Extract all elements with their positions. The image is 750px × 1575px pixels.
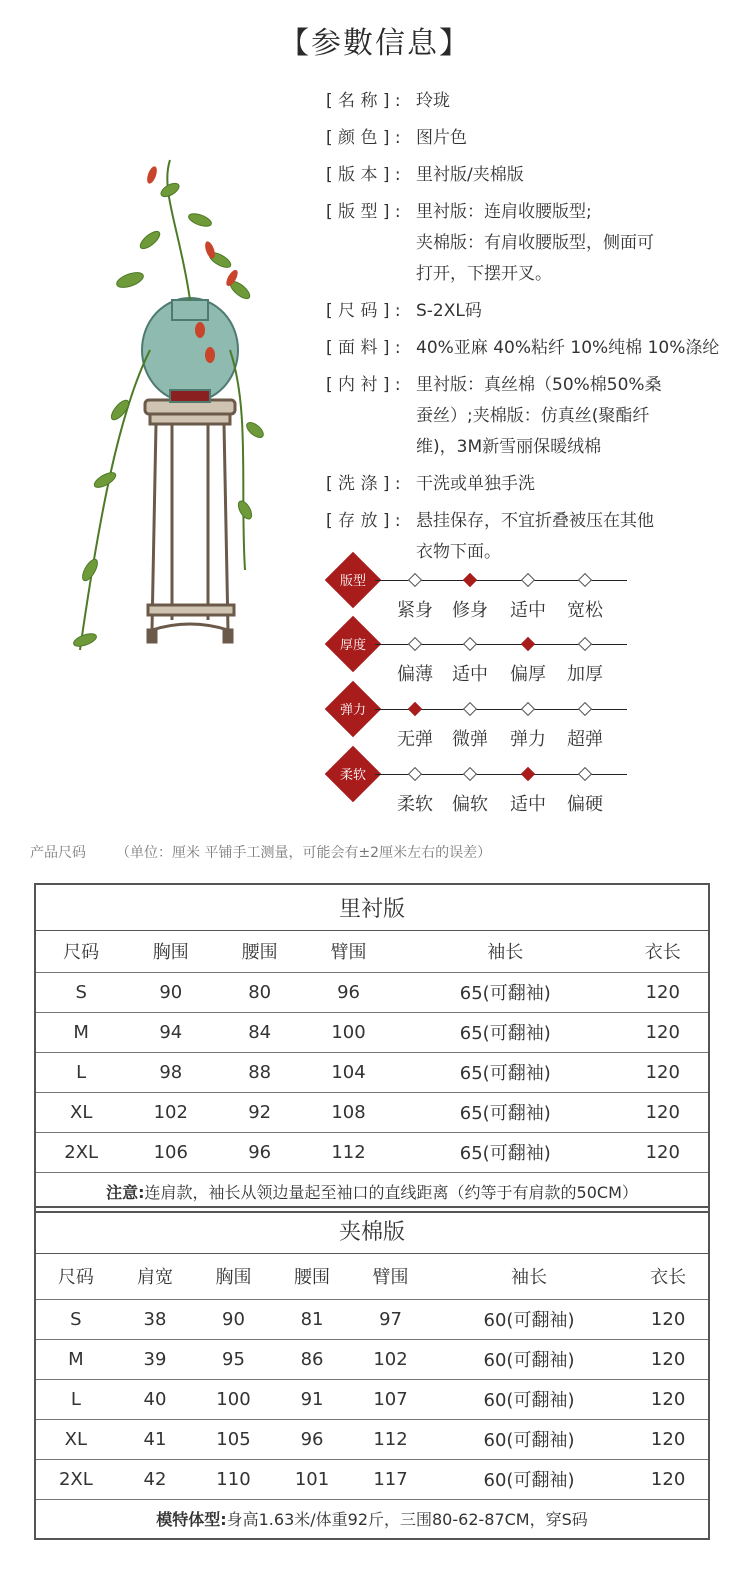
table-cell: 39: [116, 1339, 195, 1379]
table-cell: 98: [126, 1052, 215, 1092]
table-cell: 120: [628, 1299, 709, 1339]
table-header-row: [35, 1253, 709, 1299]
table-row: [35, 1419, 709, 1459]
param-value-line: 衣物下面。: [416, 542, 501, 562]
table-header-cell: 腰围: [215, 930, 304, 972]
param-key: [ 面 料 ] :: [326, 338, 401, 358]
param-value-line: 夹棉版：有肩收腰版型，侧面可: [416, 233, 654, 253]
table-cell: 112: [304, 1132, 393, 1172]
table-cell: 2XL: [35, 1459, 116, 1499]
param-value-line: 图片色: [416, 128, 467, 148]
scale-dot: [463, 637, 477, 651]
param-row: [326, 86, 746, 117]
table-cell: 105: [194, 1419, 273, 1459]
param-value-line: S-2XL码: [416, 301, 482, 321]
param-value: [416, 197, 746, 290]
table-row: [35, 1379, 709, 1419]
table-cell: 120: [628, 1459, 709, 1499]
size-table-padded: [34, 1206, 710, 1540]
table-cell: 106: [126, 1132, 215, 1172]
wooden-stand: [145, 400, 235, 642]
param-value-line: 悬挂保存，不宜折叠被压在其他: [416, 511, 654, 531]
scale-label: 版型: [339, 574, 366, 589]
table-cell: L: [35, 1052, 126, 1092]
scale-option: 适中: [510, 794, 546, 815]
scale-dot: [463, 767, 477, 781]
scale-dot: [578, 637, 592, 651]
table-cell: 120: [618, 972, 709, 1012]
scale-label: 柔软: [339, 768, 366, 783]
param-value: [416, 370, 746, 463]
param-key: [ 内 衬 ] :: [326, 375, 401, 395]
table-row: [35, 1052, 709, 1092]
table-header-cell: 肩宽: [116, 1253, 195, 1299]
table-row: [35, 1132, 709, 1172]
table-cell: M: [35, 1012, 126, 1052]
table-cell: 81: [273, 1299, 352, 1339]
table-cell: S: [35, 1299, 116, 1339]
param-value: [416, 296, 746, 327]
page-title: 【参數信息】: [279, 26, 471, 61]
table-cell: 120: [618, 1132, 709, 1172]
table-cell: 97: [351, 1299, 430, 1339]
vase: [142, 298, 238, 402]
scale-option: 修身: [452, 600, 488, 621]
table-cell: 104: [304, 1052, 393, 1092]
table-cell: 80: [215, 972, 304, 1012]
scale-dot-selected: [463, 573, 477, 587]
size-note: [30, 842, 491, 862]
table-cell: 92: [215, 1092, 304, 1132]
table-cell: 38: [116, 1299, 195, 1339]
scale-option: 微弹: [452, 729, 488, 750]
param-row: [326, 506, 746, 568]
table-cell: 96: [273, 1419, 352, 1459]
scale-4: [325, 760, 635, 815]
scale-dot: [408, 637, 422, 651]
param-key: [ 尺 码 ] :: [326, 301, 401, 321]
table-cell: 42: [116, 1459, 195, 1499]
param-key: [ 版 本 ] :: [326, 165, 401, 185]
scale-1: [325, 566, 635, 621]
table-footer-label: 注意:: [106, 1183, 145, 1203]
table-cell: 108: [304, 1092, 393, 1132]
table-cell: 65(可翻袖): [393, 1052, 618, 1092]
table-header-cell: 臂围: [351, 1253, 430, 1299]
plant-vase-illustration: [60, 150, 280, 670]
param-value-line: 里衬版/夹棉版: [416, 165, 524, 185]
table-row: [35, 1092, 709, 1132]
table-cell: 65(可翻袖): [393, 972, 618, 1012]
scale-dot: [408, 767, 422, 781]
table-cell: 120: [628, 1419, 709, 1459]
param-value-line: 干洗或单独手洗: [416, 474, 535, 494]
param-row: [326, 197, 746, 290]
param-key: [ 版 型 ] :: [326, 202, 401, 222]
param-row: [326, 123, 746, 154]
parameter-list: [326, 86, 746, 574]
scale-label: 厚度: [339, 638, 366, 653]
scale-dot-selected: [521, 637, 535, 651]
scale-dot: [578, 573, 592, 587]
table-cell: 65(可翻袖): [393, 1132, 618, 1172]
scale-dot-selected: [408, 702, 422, 716]
table-header-cell: 尺码: [35, 1253, 116, 1299]
table-cell: 65(可翻袖): [393, 1092, 618, 1132]
param-row: [326, 370, 746, 463]
scale-3: [325, 695, 635, 750]
table-footer-label: 模特体型:: [156, 1510, 227, 1530]
table-cell: 102: [126, 1092, 215, 1132]
param-key: [ 名 称 ] :: [326, 91, 401, 111]
param-value-line: 里衬版：连肩收腰版型;: [416, 202, 592, 222]
size-table-lined: [34, 883, 710, 1213]
table-cell: 88: [215, 1052, 304, 1092]
table-footer: [35, 1499, 709, 1539]
table-cell: 120: [618, 1012, 709, 1052]
table-cell: M: [35, 1339, 116, 1379]
table-cell: 117: [351, 1459, 430, 1499]
param-value: [416, 123, 746, 154]
table-cell: 65(可翻袖): [393, 1012, 618, 1052]
table-caption: 夹棉版: [35, 1207, 709, 1253]
param-value: [416, 506, 746, 568]
table-cell: 60(可翻袖): [430, 1299, 628, 1339]
param-row: [326, 333, 746, 364]
table-cell: 101: [273, 1459, 352, 1499]
scale-dot-selected: [521, 767, 535, 781]
table-cell: 100: [194, 1379, 273, 1419]
table-row: [35, 1459, 709, 1499]
table-cell: 112: [351, 1419, 430, 1459]
size-note-text: （单位：厘米 平铺手工测量，可能会有±2厘米左右的误差）: [116, 845, 492, 861]
param-value-line: 蚕丝）;夹棉版：仿真丝(聚酯纤: [416, 406, 650, 426]
param-row: [326, 469, 746, 500]
param-value-line: 打开，下摆开叉。: [416, 264, 552, 284]
table-cell: L: [35, 1379, 116, 1419]
table-row: [35, 1299, 709, 1339]
table-row: [35, 972, 709, 1012]
scale-dot: [521, 573, 535, 587]
scale-option: 柔软: [397, 794, 433, 815]
scale-option: 宽松: [567, 600, 603, 621]
table-cell: XL: [35, 1419, 116, 1459]
table-cell: 102: [351, 1339, 430, 1379]
scale-option: 无弹: [397, 729, 433, 750]
table-cell: 107: [351, 1379, 430, 1419]
param-value-line: 40%亚麻 40%粘纤 10%纯棉 10%涤纶: [416, 338, 720, 358]
table-header-cell: 腰围: [273, 1253, 352, 1299]
table-row: [35, 1339, 709, 1379]
scale-option: 适中: [452, 664, 488, 685]
table-cell: 96: [215, 1132, 304, 1172]
param-key: [ 存 放 ] :: [326, 511, 401, 531]
table-footer-text: 连肩款，袖长从领边量起至袖口的直线距离（约等于有肩款的50CM）: [144, 1183, 638, 1203]
scale-dot: [408, 573, 422, 587]
param-value: [416, 160, 746, 191]
scale-dot: [521, 702, 535, 716]
scale-option: 超弹: [567, 729, 603, 750]
table-header-cell: 尺码: [35, 930, 126, 972]
param-value-line: 里衬版：真丝棉（50%棉50%桑: [416, 375, 662, 395]
table-cell: 2XL: [35, 1132, 126, 1172]
scale-option: 偏厚: [510, 664, 546, 685]
scale-2: [325, 630, 635, 685]
table-header-cell: 袖长: [430, 1253, 628, 1299]
table-header-cell: 衣长: [618, 930, 709, 972]
scale-dot: [463, 702, 477, 716]
param-row: [326, 296, 746, 327]
table-cell: 90: [126, 972, 215, 1012]
table-cell: 110: [194, 1459, 273, 1499]
table-cell: 40: [116, 1379, 195, 1419]
size-note-label: 产品尺码: [30, 845, 86, 861]
table-cell: XL: [35, 1092, 126, 1132]
param-key: [ 颜 色 ] :: [326, 128, 401, 148]
table-cell: 91: [273, 1379, 352, 1419]
param-value: [416, 86, 746, 117]
table-cell: 60(可翻袖): [430, 1419, 628, 1459]
table-cell: 86: [273, 1339, 352, 1379]
table-cell: 120: [628, 1379, 709, 1419]
scale-option: 加厚: [567, 664, 603, 685]
scale-option: 适中: [510, 600, 546, 621]
table-cell: 41: [116, 1419, 195, 1459]
table-cell: 95: [194, 1339, 273, 1379]
table-header-cell: 胸围: [194, 1253, 273, 1299]
table-header-cell: 袖长: [393, 930, 618, 972]
table-cell: 94: [126, 1012, 215, 1052]
scale-option: 偏软: [452, 794, 488, 815]
param-value: [416, 333, 746, 364]
table-header-row: [35, 930, 709, 972]
table-cell: 60(可翻袖): [430, 1339, 628, 1379]
scale-option: 弹力: [510, 729, 546, 750]
table-caption: 里衬版: [35, 884, 709, 930]
table-cell: 120: [628, 1339, 709, 1379]
param-value-line: 玲珑: [416, 91, 450, 111]
table-cell: 100: [304, 1012, 393, 1052]
scale-label: 弹力: [339, 703, 366, 718]
param-value: [416, 469, 746, 500]
table-row: [35, 1012, 709, 1052]
table-cell: S: [35, 972, 126, 1012]
table-cell: 120: [618, 1052, 709, 1092]
scale-option: 偏硬: [567, 794, 603, 815]
scale-option: 偏薄: [397, 664, 433, 685]
table-cell: 60(可翻袖): [430, 1459, 628, 1499]
table-header-cell: 胸围: [126, 930, 215, 972]
table-cell: 60(可翻袖): [430, 1379, 628, 1419]
table-cell: 84: [215, 1012, 304, 1052]
table-cell: 120: [618, 1092, 709, 1132]
param-value-line: 维)，3M新雪丽保暖绒棉: [416, 437, 602, 457]
scale-dot: [578, 702, 592, 716]
scale-dot: [578, 767, 592, 781]
table-cell: 96: [304, 972, 393, 1012]
table-header-cell: 衣长: [628, 1253, 709, 1299]
table-footer-text: 身高1.63米/体重92斤，三围80-62-87CM，穿S码: [226, 1510, 588, 1530]
param-row: [326, 160, 746, 191]
scale-option: 紧身: [397, 600, 433, 621]
table-cell: 90: [194, 1299, 273, 1339]
table-header-cell: 臂围: [304, 930, 393, 972]
param-key: [ 洗 涤 ] :: [326, 474, 401, 494]
